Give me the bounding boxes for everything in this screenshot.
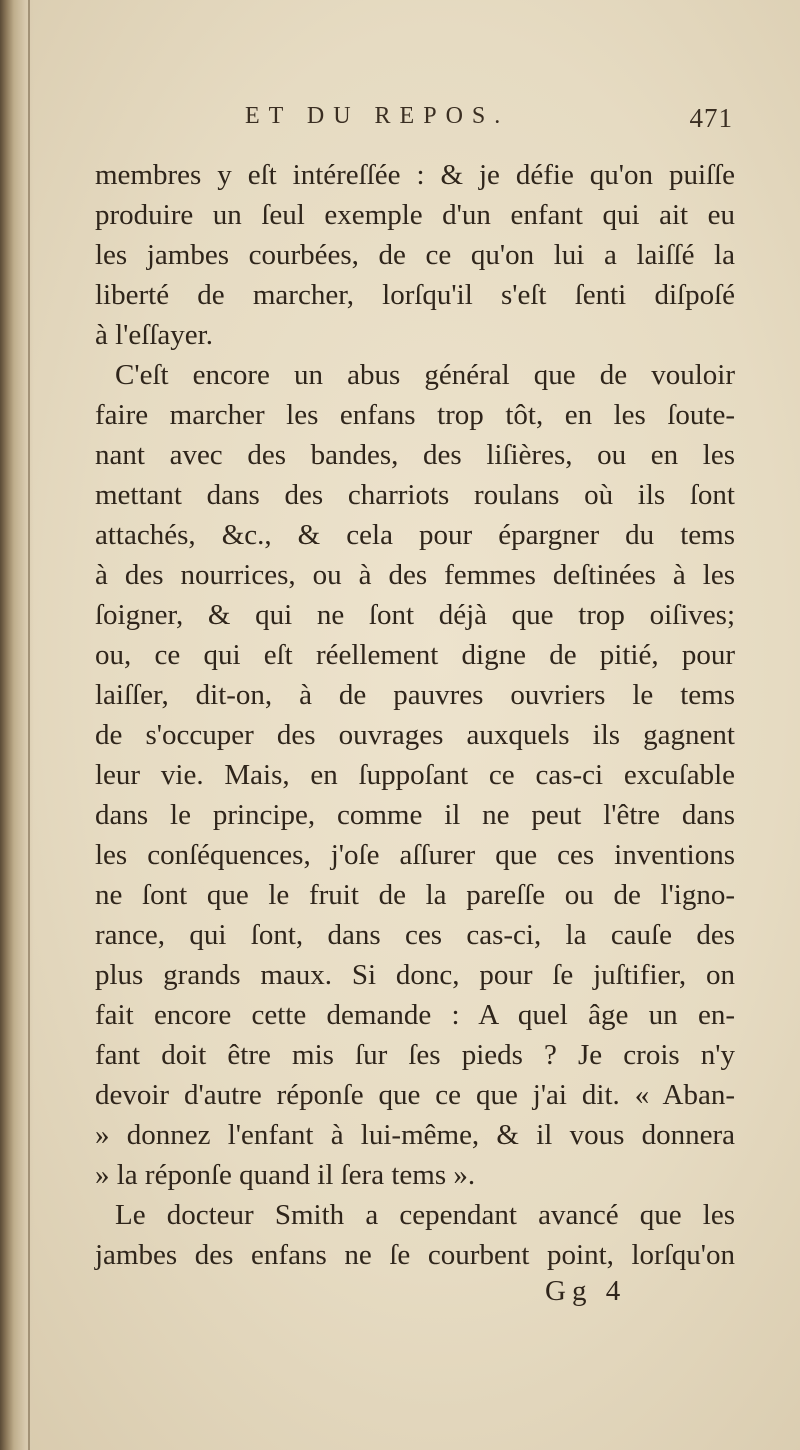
text-line: les jambes courbées, de ce qu'on lui a laiſſé la xyxy=(95,239,735,271)
text-line: leur vie. Mais, en ſuppoſant ce cas-ci excuſable xyxy=(95,759,735,791)
text-line: devoir d'autre réponſe que ce que j'ai dit. « Aban- xyxy=(95,1079,735,1111)
text-line: produire un ſeul exemple d'un enfant qui ait eu xyxy=(95,199,735,231)
text-line: » la réponſe quand il ſera tems ». xyxy=(95,1159,476,1191)
text-line: jambes des enfans ne ſe courbent point, lorſqu'on xyxy=(95,1239,735,1271)
paragraph-first-line: Le docteur Smith a cependant avancé que les xyxy=(115,1199,735,1231)
text-line: à des nourrices, ou à des femmes deſtinées à les xyxy=(95,559,735,591)
text-line: » donnez l'enfant à lui-même, & il vous donnera xyxy=(95,1119,735,1151)
page-header xyxy=(95,103,735,143)
text-line: nant avec des bandes, des liſières, ou en les xyxy=(95,439,735,471)
text-line: liberté de marcher, lorſqu'il s'eſt ſenti diſpoſé xyxy=(95,279,735,311)
signature-mark: Gg 4 xyxy=(545,1275,627,1307)
text-line: plus grands maux. Si donc, pour ſe juſtifier, on xyxy=(95,959,735,991)
text-line: les conſéquences, j'oſe aſſurer que ces inventions xyxy=(95,839,735,871)
text-line: de s'occuper des ouvrages auxquels ils gagnent xyxy=(95,719,735,751)
text-line: membres y eſt intéreſſée : & je défie qu'on puiſſe xyxy=(95,159,735,191)
page-number: 471 xyxy=(689,103,733,133)
binding-edge-line xyxy=(28,0,30,1450)
text-line: ou, ce qui eſt réellement digne de pitié, pour xyxy=(95,639,735,671)
text-line: fant doit être mis ſur ſes pieds ? Je crois n'y xyxy=(95,1039,735,1071)
text-line: dans le principe, comme il ne peut l'être dans xyxy=(95,799,735,831)
paragraph-first-line: C'eſt encore un abus général que de vouloir xyxy=(115,359,735,391)
text-line: rance, qui ſont, dans ces cas-ci, la cauſe des xyxy=(95,919,735,951)
text-line: mettant dans des charriots roulans où ils ſont xyxy=(95,479,735,511)
text-line: ſoigner, & qui ne ſont déjà que trop oiſives; xyxy=(95,599,735,631)
text-line: ne ſont que le fruit de la pareſſe ou de l'igno- xyxy=(95,879,735,911)
text-line: faire marcher les enfans trop tôt, en les ſoute- xyxy=(95,399,735,431)
text-line: fait encore cette demande : A quel âge un en- xyxy=(95,999,735,1031)
text-line: attachés, &c., & cela pour épargner du tems xyxy=(95,519,735,551)
body-text xyxy=(95,155,735,1275)
text-line: à l'eſſayer. xyxy=(95,319,213,351)
running-head: ET DU REPOS. xyxy=(245,103,510,129)
text-line: laiſſer, dit-on, à de pauvres ouvriers le tems xyxy=(95,679,735,711)
